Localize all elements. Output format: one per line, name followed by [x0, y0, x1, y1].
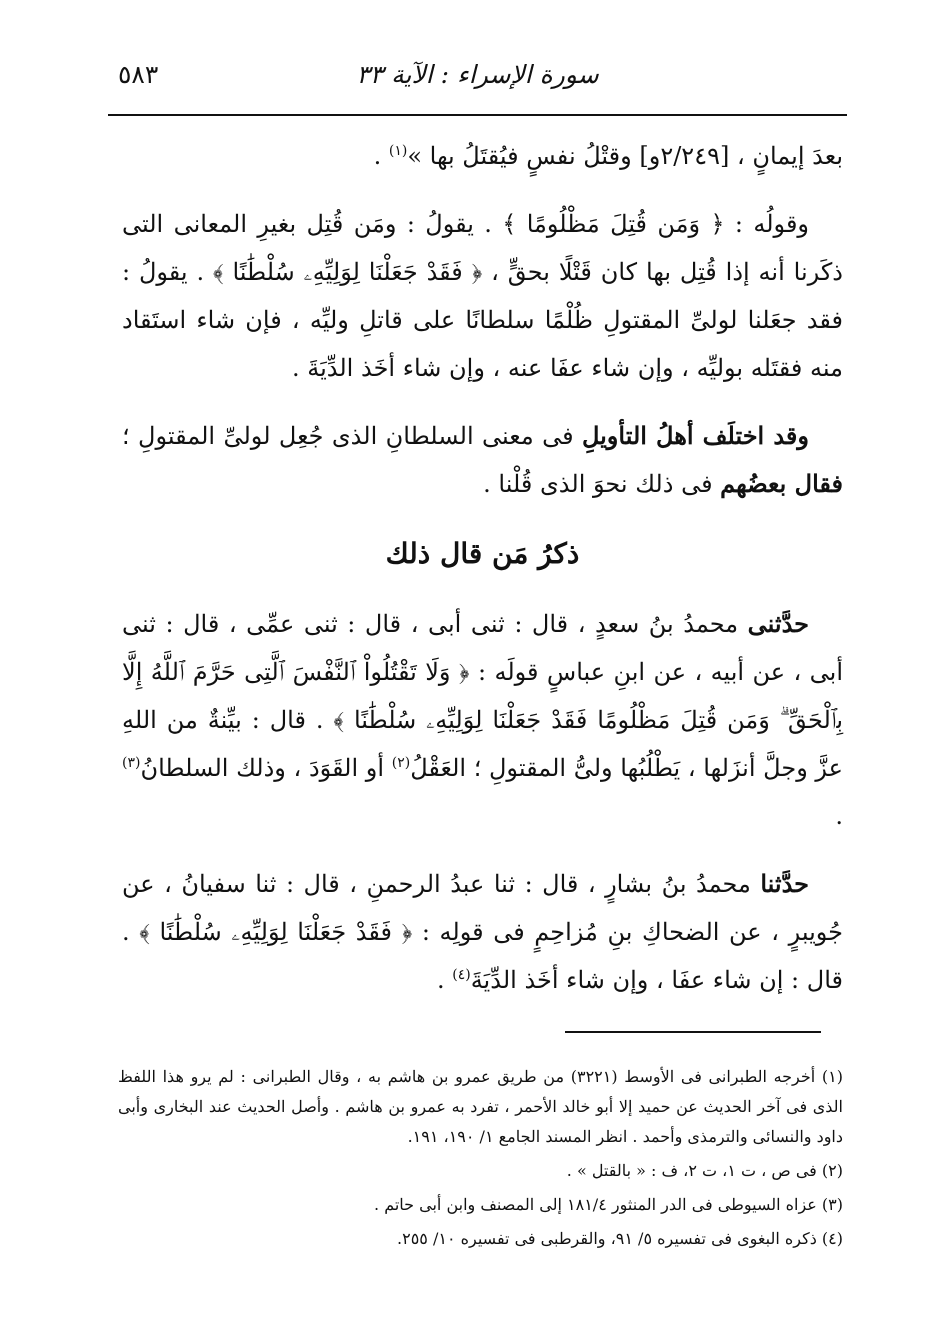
narration-2-text-2: . قال : إن شاء عفَا ، وإن شاء أخَذ الدِّيَةَ — [122, 918, 843, 994]
section-heading: ذكرُ مَن قال ذلك — [385, 537, 580, 570]
paragraph-2 — [122, 200, 843, 392]
narration-1-text-2: . قال : بيِّنةٌ من اللهِ عزَّ وجلَّ أنزَلها ، يَطْلُبُها ولىُّ المقتولِ ؛ العَقْلُ — [122, 706, 843, 782]
narration-1-text-3: أو القَوَدَ ، وذلك السلطانُ — [140, 754, 392, 782]
footnote-2: (٢) فى ص ، ت ١، ت ٢، ف : « بالقتل » . — [566, 1161, 843, 1180]
narration-1-bold-lead: حدَّثنى — [747, 609, 809, 638]
footnote-4: (٤) ذكره البغوى فى تفسيره ٥/ ٩١، والقرطبى فى تفسيره ١٠/ ٢٥٥. — [397, 1229, 843, 1248]
quran-verse: ﴿ وَمَن قُتِلَ مَظْلُومًا ﴾ — [502, 210, 725, 238]
narration-1-tail: . — [835, 802, 843, 830]
footnote-ref-1[interactable]: (١) — [388, 143, 408, 159]
paragraph-3-bold-mid: فقال بعضُهم — [720, 469, 843, 498]
paragraph-3-text-2: فى ذلك نحوَ الذى قُلْنا . — [483, 470, 721, 498]
running-header — [108, 52, 847, 116]
paragraph-1-text: بعدَ إيمانٍ ، [٢/٢٤٩و] وقتْلُ نفسٍ فيُقتَلُ بها » — [407, 142, 843, 170]
footnote-3: (٣) عزاه السيوطى فى الدر المنثور ١٨١/٤ إلى المصنف وابن أبى حاتم . — [374, 1195, 843, 1214]
narration-2-text: محمدُ بنُ بشارٍ ، قال : ثنا عبدُ الرحمنِ ، قال : ثنا سفيانُ ، عن جُويبرٍ ، عن الضحاكِ بنِ مُزاحِمٍ فى قولِه : — [122, 870, 843, 946]
narration-2-tail: . — [436, 966, 453, 994]
narration-2-bold-lead: حدَّثنا — [760, 869, 809, 898]
footnotes — [118, 1062, 843, 1258]
paragraph-3-text: فى معنى السلطانِ الذى جُعِل لولىِّ المقتولِ ؛ — [122, 422, 582, 450]
paragraph-1 — [122, 132, 843, 180]
main-text — [122, 132, 843, 1024]
page-number: ٥٨٣ — [118, 60, 159, 89]
quran-verse: ﴿ فَقَدْ جَعَلْنَا لِوَلِيِّهِۦ سُلْطَٰنًا ﴾ — [212, 258, 483, 286]
paragraph-3-bold-lead: وقد اختلَف أهلُ التأويلِ — [581, 421, 809, 450]
paragraph-1-tail: . — [373, 142, 389, 170]
footnote-ref-4[interactable]: (٤) — [452, 967, 471, 983]
footnote-ref-3[interactable]: (٣) — [122, 755, 141, 771]
footnote-ref-2[interactable]: (٢) — [391, 755, 411, 771]
quran-verse: ﴿ وَلَا تَقْتُلُواْ ٱلنَّفْسَ ٱلَّتِى حَرَّمَ ٱللَّهُ إِلَّا بِٱلْحَقِّ ۗ وَمَن قُتِلَ مَظْلُومًا فَقَدْ جَعَلْنَا لِوَلِيِّهِۦ سُلْطَٰنًا ﴾ — [122, 658, 843, 734]
footnote-1: (١) أخرجه الطبرانى فى الأوسط (٣٢٢١) من طريق عمرو بن هاشم به ، وقال الطبرانى : لم يرو هذا اللفظ الذى فى آخر الحديث عن حميد إلا أبو خالد الأحمر ، تفرد به عمرو بن هاشم . وأصل الحديث عند البخارى وأبى داود والنسائى والترمذى وأحمد . انظر المسند الجامع ١/ ١٩٠، ١٩١. — [118, 1067, 843, 1146]
narration-1-text: محمدُ بنُ سعدٍ ، قال : ثنى أبى ، قال : ثنى عمِّى ، قال : ثنى أبى ، عن أبيه ، عن ابنِ عباسٍ قولَه : — [122, 610, 843, 686]
narration-2 — [122, 860, 843, 1004]
header-title: سورة الإسراء : الآية ٣٣ — [356, 60, 599, 89]
paragraph-3 — [122, 412, 843, 508]
quran-verse: ﴿ فَقَدْ جَعَلْنَا لِوَلِيِّهِۦ سُلْطَٰنًا ﴾ — [139, 918, 413, 946]
paragraph-2-text: . يقولُ : ومَن قُتِل بغيرِ المعانى التى ذكَرنا أنه إذا قُتِل بها كان قَتْلًا بحقٍّ ، — [122, 210, 843, 286]
footnote-separator — [565, 1031, 821, 1033]
paragraph-2-text-2: . يقولُ : فقد جعَلنا لولىِّ المقتولِ ظُلْمًا سلطانًا على قاتلِ وليِّه ، فإن شاء استَقاد منه فقتَله بوليِّه ، وإن شاء عفَا عنه ، وإن شاء أخَذ الدِّيَةَ . — [122, 258, 843, 382]
paragraph-2-lead: وقولُه : — [724, 210, 810, 238]
narration-1 — [122, 600, 843, 840]
